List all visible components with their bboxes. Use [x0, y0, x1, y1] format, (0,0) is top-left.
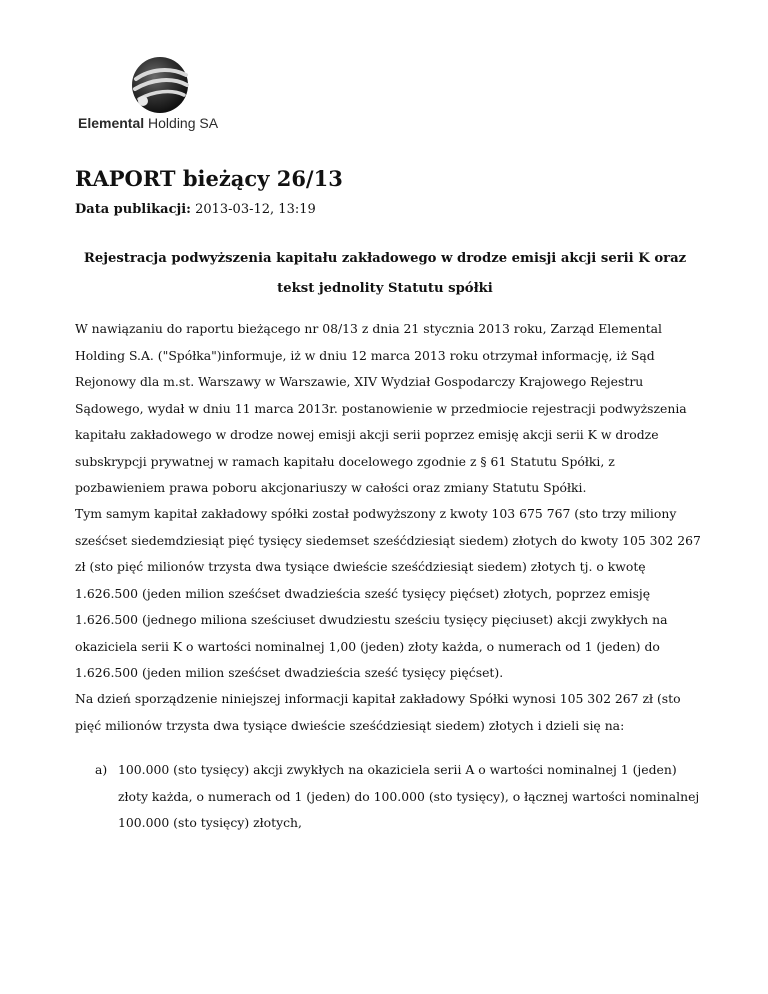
logo-wordmark: [78, 115, 248, 131]
logo-suffix-text: Holding SA: [144, 115, 219, 131]
sphere-logo-icon: [130, 55, 190, 115]
body-paragraph-1: W nawiązaniu do raportu bieżącego nr 08/13 z dnia 21 stycznia 2013 roku, Zarząd Elemental Holding S.A. ("Spółka")informuje, iż w dniu 12 marca 2013 roku otrzymał informację, iż Sąd Rejonowy dla m.st. Warszawy w Warszawie, XIV Wydział Gospodarczy Krajowego Rejestru Sądowego, wydał w dniu 11 marca 2013r. postanowienie w przedmiocie rejestracji podwyższenia kapitału zakładowego w drodze nowej emisji akcji serii poprzez emisję akcji serii K w drodze subskrypcji prywatnej w ramach kapitału docelowego zgodnie z § 61 Statutu Spółki, z pozbawieniem prawa poboru akcjonariuszy w całości oraz zmiany Statutu Spółki.: [75, 321, 687, 495]
list-item-text: 100.000 (sto tysięcy) akcji zwykłych na okaziciela serii A o wartości nominalnej 1 (jeden) złoty każda, o numerach od 1 (jeden) do 100.000 (sto tysięcy), o łącznej wartości nominalnej 100.000 (sto tysięcy) złotych,: [118, 762, 700, 830]
body-paragraph-3: Na dzień sporządzenie niniejszej informacji kapitał zakładowy Spółki wynosi 105 302 267 zł (sto pięć milionów trzysta dwa tysiące dwieście sześćdziesiąt siedem) złotych i dzieli się na:: [75, 691, 681, 733]
publication-date: [75, 202, 316, 217]
list-item-marker: a): [95, 762, 108, 777]
report-title: RAPORT bieżący 26/13: [75, 166, 343, 191]
report-subject: Rejestracja podwyższenia kapitału zakładowego w drodze emisji akcji serii K oraz tekst jednolity Statutu spółki: [83, 251, 687, 296]
body-paragraph-2: Tym samym kapitał zakładowy spółki został podwyższony z kwoty 103 675 767 (sto trzy miliony sześćset siedemdziesiąt pięć tysięcy siedemset sześćdziesiąt siedem) złotych do kwoty 105 302 267 zł (sto pięć milionów trzysta dwa tysiące dwieście sześćdziesiąt siedem) złotych tj. o kwotę 1.626.500 (jeden milion sześćset dwadzieścia sześć tysięcy pięćset) złotych, poprzez emisję 1.626.500 (jednego miliona sześciuset dwudziestu sześciu tysięcy pięciuset) akcji zwykłych na okaziciela serii K o wartości nominalnej 1,00 (jeden) złoty każda, o numerach od 1 (jeden) do 1.626.500 (jeden milion sześćset dwadzieścia sześć tysięcy pięćset).: [75, 506, 701, 680]
logo-brand-text: Elemental: [78, 115, 145, 131]
publication-date-label: Data publikacji:: [75, 202, 191, 217]
publication-date-value: 2013-03-12, 13:19: [190, 202, 316, 217]
company-logo: [78, 55, 248, 135]
